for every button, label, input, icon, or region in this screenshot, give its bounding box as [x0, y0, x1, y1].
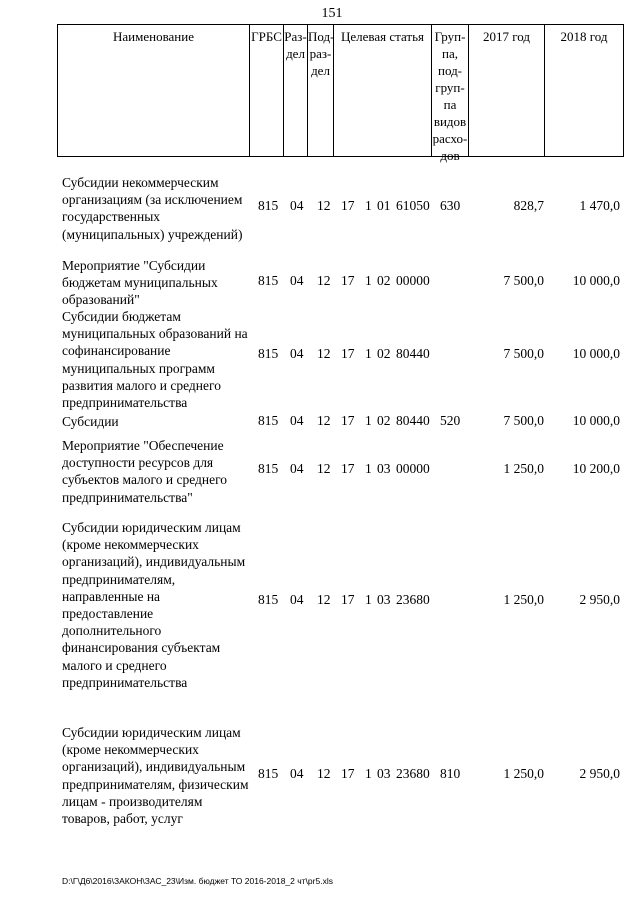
- row-2018: 10 200,0: [572, 461, 620, 476]
- row-target-4: 80440: [396, 413, 430, 428]
- row-target-3: 03: [377, 766, 391, 781]
- header-razdel: Раз- дел: [283, 25, 307, 156]
- header-2018: 2018 год: [544, 25, 623, 156]
- row-target-2: 1: [365, 413, 372, 428]
- row-name: Мероприятие "Субсидии бюджетам муниципальных образований": [62, 258, 218, 308]
- row-group: 630: [440, 198, 461, 213]
- row-target-2: 1: [365, 346, 372, 361]
- row-2017: 1 250,0: [503, 461, 544, 476]
- header-group: Груп- па, под- груп- па видов расхо- дов: [431, 25, 468, 156]
- row-target-3: 01: [377, 198, 391, 213]
- row-podrazdel: 12: [317, 198, 331, 213]
- row-target-3: 02: [377, 273, 391, 288]
- row-grbs: 815: [258, 592, 279, 607]
- row-name: Мероприятие "Обеспечение доступности ресурсов для субъектов малого и среднего предпринимательства": [62, 438, 228, 505]
- row-name: Субсидии юридическим лицам (кроме некоммерческих организаций), индивидуальным предпринимателям, физическим лицам - производителям товаров, работ, услуг: [62, 725, 249, 827]
- row-target-1: 17: [341, 198, 355, 213]
- row-grbs: 815: [258, 273, 279, 288]
- row-2017: 7 500,0: [503, 413, 544, 428]
- row-target-1: 17: [341, 346, 355, 361]
- row-target-2: 1: [365, 273, 372, 288]
- row-2018: 10 000,0: [572, 273, 620, 288]
- row-podrazdel: 12: [317, 413, 331, 428]
- row-2017: 1 250,0: [503, 592, 544, 607]
- row-target-1: 17: [341, 413, 355, 428]
- row-name: Субсидии юридическим лицам (кроме некоммерческих организаций), индивидуальным предпринимателям, направленные на предоставление дополнительного финансирования субъектам малого и среднего предпринимательства: [62, 520, 246, 690]
- row-grbs: 815: [258, 198, 279, 213]
- row-target-4: 23680: [396, 592, 430, 607]
- row-razdel: 04: [290, 592, 304, 607]
- row-target-2: 1: [365, 766, 372, 781]
- row-target-2: 1: [365, 592, 372, 607]
- row-2017: 7 500,0: [503, 346, 544, 361]
- row-target-1: 17: [341, 766, 355, 781]
- row-2018: 2 950,0: [579, 766, 620, 781]
- row-2017: 1 250,0: [503, 766, 544, 781]
- row-target-3: 02: [377, 346, 391, 361]
- row-target-3: 03: [377, 592, 391, 607]
- row-target-4: 80440: [396, 346, 430, 361]
- row-target-2: 1: [365, 198, 372, 213]
- row-podrazdel: 12: [317, 766, 331, 781]
- header-podrazdel: Под- раз- дел: [307, 25, 333, 156]
- row-target-4: 00000: [396, 461, 430, 476]
- row-podrazdel: 12: [317, 461, 331, 476]
- row-target-4: 61050: [396, 198, 430, 213]
- row-razdel: 04: [290, 346, 304, 361]
- row-podrazdel: 12: [317, 592, 331, 607]
- header-target: Целевая статья: [333, 25, 431, 156]
- row-grbs: 815: [258, 346, 279, 361]
- row-target-2: 1: [365, 461, 372, 476]
- row-target-1: 17: [341, 461, 355, 476]
- row-razdel: 04: [290, 273, 304, 288]
- header-grbs: ГРБС: [249, 25, 283, 156]
- row-razdel: 04: [290, 198, 304, 213]
- row-target-1: 17: [341, 592, 355, 607]
- row-grbs: 815: [258, 413, 279, 428]
- page-number: 151: [321, 6, 343, 21]
- row-target-3: 03: [377, 461, 391, 476]
- row-2018: 10 000,0: [572, 413, 620, 428]
- row-target-1: 17: [341, 273, 355, 288]
- row-name: Субсидии: [62, 414, 119, 429]
- row-2018: 10 000,0: [572, 346, 620, 361]
- row-group: 810: [440, 766, 461, 781]
- row-podrazdel: 12: [317, 346, 331, 361]
- row-2017: 7 500,0: [503, 273, 544, 288]
- row-grbs: 815: [258, 461, 279, 476]
- row-name: Субсидии бюджетам муниципальных образований на софинансирование муниципальных программ развития малого и среднего предпринимательства: [62, 309, 248, 411]
- row-target-4: 00000: [396, 273, 430, 288]
- file-path-footer: D:\Г\Д6\2016\ЗАКОН\ЗАС_23\Изм. бюджет ТО 2016-2018_2 чт\pr5.xls: [62, 876, 333, 886]
- row-2018: 2 950,0: [579, 592, 620, 607]
- row-target-4: 23680: [396, 766, 430, 781]
- header-name: Наименование: [113, 29, 194, 44]
- row-2018: 1 470,0: [579, 198, 620, 213]
- row-razdel: 04: [290, 461, 304, 476]
- header-2017: 2017 год: [468, 25, 544, 156]
- row-grbs: 815: [258, 766, 279, 781]
- row-razdel: 04: [290, 766, 304, 781]
- row-razdel: 04: [290, 413, 304, 428]
- row-name: Субсидии некоммерческим организациям (за исключением государственных (муниципальных) учреждений): [62, 175, 243, 242]
- row-2017: 828,7: [513, 198, 544, 213]
- row-target-3: 02: [377, 413, 391, 428]
- table-header: [57, 24, 624, 163]
- row-podrazdel: 12: [317, 273, 331, 288]
- row-group: 520: [440, 413, 461, 428]
